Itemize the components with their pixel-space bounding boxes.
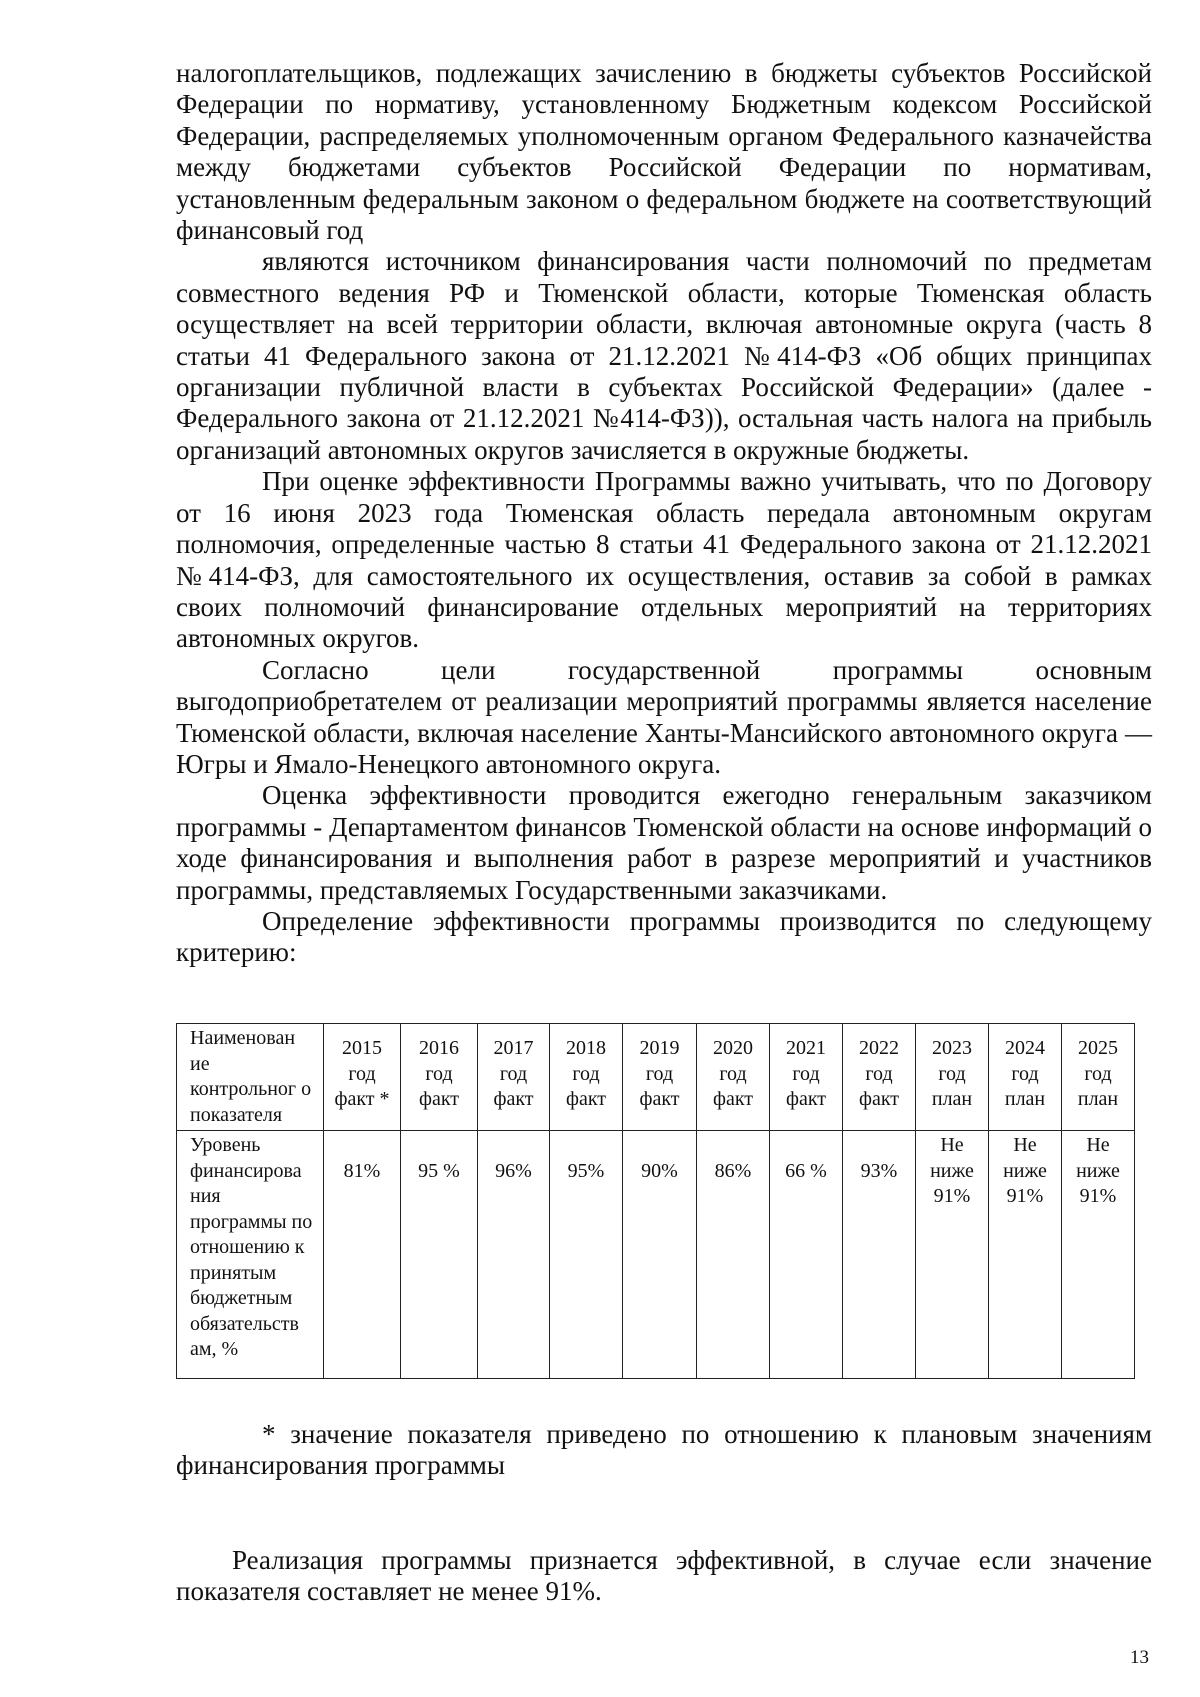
value-2021: 66 %: [770, 1131, 843, 1379]
paragraph-6: Определение эффективности программы производится по следующему критерию:: [176, 905, 1152, 968]
header-year-2021: 2021 год факт: [770, 1024, 843, 1131]
footnote-text: * значение показателя приведено по отношению к плановым значениям финансирования программы: [176, 1419, 1152, 1481]
header-year-2024: 2024 год план: [989, 1024, 1062, 1131]
value-2016: 95 %: [401, 1131, 478, 1379]
header-year-2017: 2017 год факт: [478, 1024, 550, 1131]
header-year-2025: 2025 год план: [1062, 1024, 1135, 1131]
header-year-2023: 2023 год план: [916, 1024, 989, 1131]
paragraph-4: Согласно цели государственной программы основным выгодоприобретателем от реализации мероприятий программы является население Тюменской области, включая население Ханты-Мансийского автономного округа — Югры и Ямало-Ненецкого автономного округа.: [176, 654, 1152, 779]
header-indicator-name: Наименован ие контрольног о показателя: [177, 1024, 324, 1131]
page-number: 13: [1130, 1647, 1149, 1668]
paragraph-2: являются источником финансирования части полномочий по предметам совместного ведения РФ и Тюменской области, которые Тюменская область осуществляет на всей территории области, включая автономные округа (часть 8 статьи 41 Федерального закона от 21.12.2021 №414-ФЗ «Об общих принципах организации публичной власти в субъектах Российской Федерации» (далее - Федерального закона от 21.12.2021 №414-ФЗ)), остальная часть налога на прибыль организаций автономных округов зачисляется в окружные бюджеты.: [176, 246, 1152, 465]
value-2024: Не ниже 91%: [989, 1131, 1062, 1379]
header-year-2015: 2015 год факт *: [324, 1024, 401, 1131]
value-2015: 81%: [324, 1131, 401, 1379]
value-2025: Не ниже 91%: [1062, 1131, 1135, 1379]
paragraph-1: налогоплательщиков, подлежащих зачислению в бюджеты субъектов Российской Федерации по нормативу, установленному Бюджетным кодексом Российской Федерации, распределяемых уполномоченным органом Федерального казначейства между бюджетами субъектов Российской Федерации по нормативам, установленным федеральным законом о федеральном бюджете на соответствующий финансовый год: [176, 58, 1152, 246]
table-row: [177, 1131, 1135, 1379]
value-2022: 93%: [843, 1131, 916, 1379]
paragraph-5: Оценка эффективности проводится ежегодно генеральным заказчиком программы - Департаментом финансов Тюменской области на основе информаций о ходе финансирования и выполнения работ в разрезе мероприятий и участников программы, представляемых Государственными заказчиками.: [176, 780, 1152, 905]
value-2020: 86%: [697, 1131, 770, 1379]
conclusion-text: Реализация программы признается эффективной, в случае если значение показателя составляет не менее 91%.: [176, 1545, 1152, 1607]
row-indicator-name: Уровень финансирова ния программы по отношению к принятым бюджетным обязательств ам, %: [177, 1131, 324, 1379]
paragraph-3: При оценке эффективности Программы важно учитывать, что по Договору от 16 июня 2023 года Тюменская область передала автономным округам полномочия, определенные частью 8 статьи 41 Федерального закона от 21.12.2021 №414-ФЗ, для самостоятельного их осуществления, оставив за собой в рамках своих полномочий финансирование отдельных мероприятий на территориях автономных округов.: [176, 466, 1152, 654]
value-2017: 96%: [478, 1131, 550, 1379]
table-header-row: [177, 1024, 1135, 1131]
value-2018: 95%: [550, 1131, 623, 1379]
header-year-2016: 2016 год факт: [401, 1024, 478, 1131]
indicator-table: [176, 1023, 1135, 1379]
value-2023: Не ниже 91%: [916, 1131, 989, 1379]
header-year-2022: 2022 год факт: [843, 1024, 916, 1131]
value-2019: 90%: [623, 1131, 697, 1379]
header-year-2020: 2020 год факт: [697, 1024, 770, 1131]
header-year-2018: 2018 год факт: [550, 1024, 623, 1131]
indicator-table-wrap: [176, 1023, 1135, 1379]
footnote: [176, 1419, 1152, 1482]
conclusion: [176, 1545, 1152, 1608]
document-body: [176, 58, 1152, 969]
header-year-2019: 2019 год факт: [623, 1024, 697, 1131]
